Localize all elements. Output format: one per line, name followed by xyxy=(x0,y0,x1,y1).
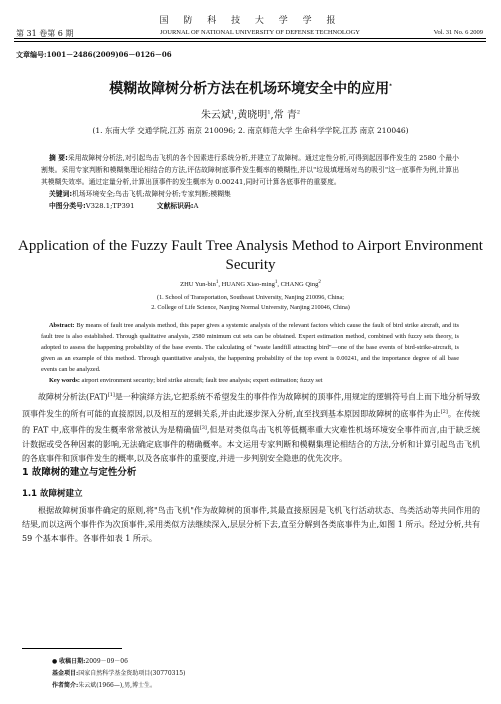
authors-en: ZHU Yun-bin$^1$, HUANG Xiao-ming$^1$, CHANG Qing$^2$ xyxy=(180,280,321,289)
section-1-heading: 1 故障树的建立与定性分析 xyxy=(22,467,137,478)
author-2-cn: 黄晓明 xyxy=(237,110,268,121)
volume-issue-cn: 第 31 卷第 6 期 xyxy=(16,29,74,38)
author-1-en-mark: 1 xyxy=(215,280,219,285)
header-rule-thin xyxy=(14,41,486,42)
abstract-en xyxy=(41,320,459,375)
title-cn-text: 模糊故障树分析方法在机场环境安全中的应用 xyxy=(109,81,390,97)
author-2-affil-mark: 1 xyxy=(267,109,271,116)
bullet-icon: ● xyxy=(52,658,58,665)
abstract-cn xyxy=(41,152,459,188)
author-3-en: CHANG Qing xyxy=(280,281,319,289)
affiliations-en xyxy=(0,293,501,313)
affiliations-cn: (1. 东南大学 交通学院,江苏 南京 210096; 2. 南京师范大学 生命科学学院,江苏 南京 210046) xyxy=(92,126,409,135)
abstract-cn-label: 摘 要: xyxy=(49,154,68,162)
keywords-cn-text: 机场环境安全;鸟击飞机;故障树分析;专家判断;模糊集 xyxy=(72,190,231,198)
journal-name-en: JOURNAL OF NATIONAL UNIVERSITY OF DEFENSE TECHNOLOGY xyxy=(160,29,360,36)
title-footnote-mark: * xyxy=(389,83,392,90)
intro-text-3: 。在传统的 FAT 中,底事件的发生概率常常被认为是精确值 xyxy=(22,409,481,435)
received-label: 收稿日期: xyxy=(59,658,86,665)
footnote-received xyxy=(52,656,128,665)
footnote-rule xyxy=(22,648,122,649)
abstract-block-en xyxy=(41,320,459,386)
author-1-en: ZHU Yun-bin xyxy=(180,281,216,289)
keywords-en-label: Key words: xyxy=(49,377,80,384)
citation-2: [2] xyxy=(440,408,448,415)
keywords-cn-label: 关键词: xyxy=(49,190,73,198)
doc-code-label: 文献标识码: xyxy=(156,202,194,210)
keywords-en-text: airport environment security; bird strike aircraft; fault tree analysis; expert estimation; fuzzy set xyxy=(81,377,323,384)
section-1-1-paragraph: 根据故障树顶事件确定的原则,将"鸟击飞机"作为故障树的顶事件,其最直接原因是飞机飞行活动状态、鸟类活动等共同作用的结果,而以这两个事件作为次顶事件,采用类似方法继续深入,层层分析下去,直至分解到各类底事件为止,如图 1 所示。经过分析,共有 59 个基本事件。各事件如表 1 所示。 xyxy=(22,506,480,543)
intro-paragraph xyxy=(22,388,480,466)
author-bio-text: 朱云斌(1966—),男,博士生。 xyxy=(78,682,156,689)
authors-cn: 朱云斌$^1$,黄晓明$^1$,常 青$^2$ xyxy=(200,109,301,121)
title-cn xyxy=(0,78,501,98)
class-cn-label: 中图分类号: xyxy=(49,202,86,210)
author-3-en-mark: 2 xyxy=(318,280,321,285)
abstract-en-text: By means of fault tree analysis method, this paper gives a systemic analysis of the relevant factors which cause the fault of bird strike aircraft, and its fault tree is also established. Through qualitative analysis, 2580 minimum cut sets can be obtained. Expert estimation method, combined with fuzzy sets theory, is adopted to assess the happening probability of the base events. The calculating of "waste landfill attracting bird"—one of the base events of bird-strike-aircraft, is given as an example of this method. Through quantitative analysis, the happening probability of the top event is 0.00241, and the importance degree of all base events can be analyzed. xyxy=(41,322,459,373)
intro-text-2: 是一种演绎方法,它把系统不希望发生的事件作为故障树的顶事件,用规定的逻辑符号自上而下地分析导致顶事件发生的所有可能的直接原因,以及相互的逻辑关系,并由此逐步深入分析,直至找到基本原因即故障树的底事件为止 xyxy=(22,392,480,419)
class-cn-value: V328.1;TP391 xyxy=(85,202,135,210)
fund-text: 国家自然科学基金资助项目(30770315) xyxy=(78,670,186,677)
abstract-en-label: Abstract: xyxy=(49,322,75,329)
abstract-cn-text: 采用故障树分析法,对引起鸟击飞机的各个因素进行系统分析,并建立了故障树。通过定性分析,可得到起因事件发生的 2580 个最小割集。采用专家判断和模糊集理论相结合的方法,评估故障树底事件发生概率的模糊性,并以"垃圾填埋场对鸟的吸引"这一底事件为例,计算出其模糊失效率。通过定量分析,计算出顶事件的发生概率为 0.00241,同时可计算各底事件的重要度。 xyxy=(41,154,459,186)
fund-label: 基金项目: xyxy=(52,670,79,677)
article-number: 文章编号:1001－2486(2009)06－0126－06 xyxy=(16,50,172,59)
citation-3: [3] xyxy=(199,425,207,432)
author-3-affil-mark: 2 xyxy=(296,109,301,116)
intro-text-4: ,但是对类似鸟击飞机等低概率重大灾难性机场环境安全事件而言,由于缺乏统计数据或受各种因素的影响,无法确定底事件的精确概率。本文运用专家判断和模糊集理论相结合的方法,分析和计算引起鸟击飞机的各底事件和顶事件发生的概率,以及各底事件的重要度,并进一步判别安全隐患的优先次序。 xyxy=(22,425,480,463)
affiliation-en-1: (1. School of Transportation, Southeast University, Nanjing 210096, China; xyxy=(157,294,344,301)
citation-1: [1] xyxy=(107,392,115,398)
keywords-en xyxy=(41,375,459,386)
author-1-affil-mark: 1 xyxy=(230,109,235,116)
journal-name-cn: 国 防 科 技 大 学 学 报 xyxy=(159,16,342,26)
classification-cn xyxy=(41,200,459,212)
section-1-1-heading: 1.1 故障树建立 xyxy=(22,489,83,499)
doc-code-value: A xyxy=(193,202,199,210)
author-3-cn: 常 青 xyxy=(273,110,297,121)
author-2-en: HUANG Xiao-ming xyxy=(221,281,275,289)
author-2-en-mark: 1 xyxy=(274,280,278,285)
author-bio-label: 作者简介: xyxy=(52,682,79,689)
author-1-cn: 朱云斌 xyxy=(200,110,231,121)
abstract-block-cn xyxy=(41,152,459,212)
keywords-cn xyxy=(41,188,459,200)
title-en: Application of the Fuzzy Fault Tree Analysis Method to Airport Environment Security xyxy=(18,238,483,273)
volume-issue-en: Vol. 31 No. 6 2009 xyxy=(433,29,483,36)
footnote-author xyxy=(52,680,156,689)
intro-text-1: 故障树分析法(FAT) xyxy=(38,392,108,402)
header-rule-thick xyxy=(14,38,486,39)
footnote-fund xyxy=(52,668,185,677)
received-date: 2009－09－06 xyxy=(85,658,128,665)
affiliation-en-2: 2. College of Life Science, Nanjing Normal University, Nanjing 210046, China) xyxy=(151,304,350,311)
